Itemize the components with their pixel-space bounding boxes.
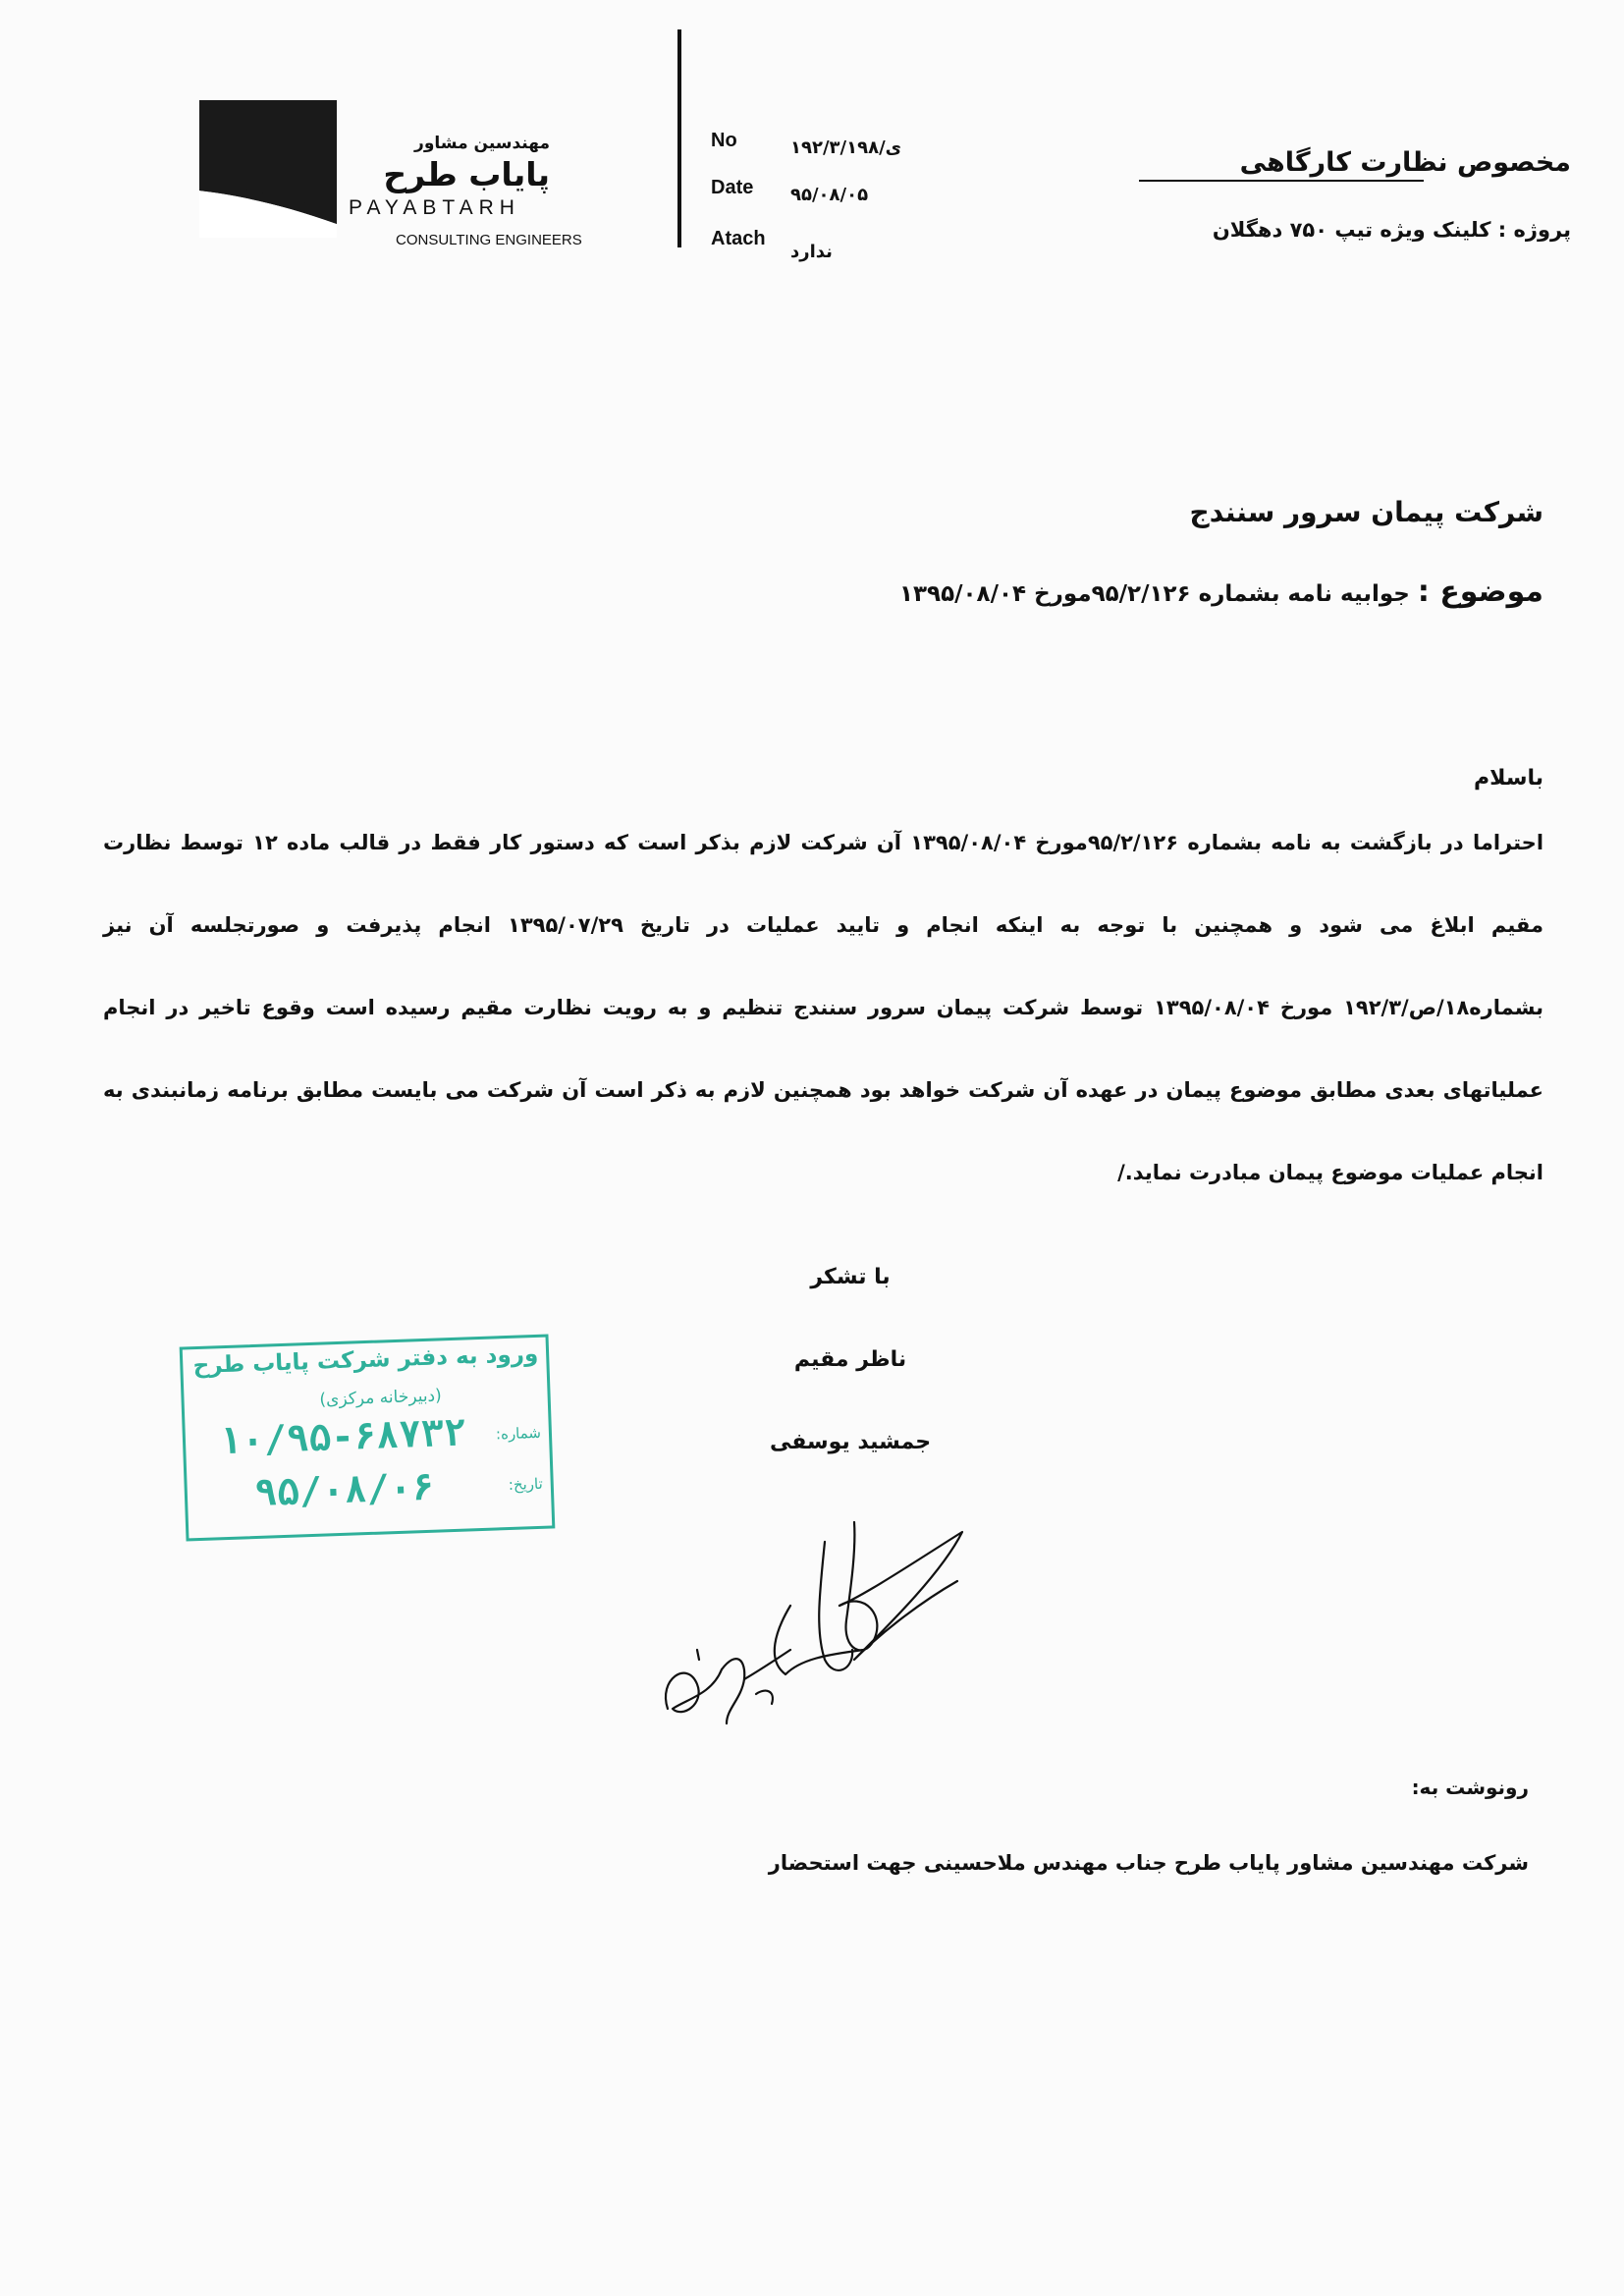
logo-graphic-icon — [199, 100, 337, 238]
meta-attach-value: ندارد — [790, 242, 833, 262]
subject-label: موضوع : — [1417, 574, 1543, 609]
cc-recipients: شرکت مهندسین مشاور پایاب طرح جناب مهندس ملاحسینی جهت استحضار — [768, 1851, 1529, 1875]
body-line: عملیاتهای بعدی مطابق موضوع پیمان در عهده آن شرکت خواهد بود همچنین لازم به ذکر است آن شرکت می بایست مطابق برنامه زمانبندی به — [103, 1078, 1543, 1102]
meta-date-value: ۹۵/۰۸/۰۵ — [790, 185, 869, 205]
body-line: بشماره۱۸/ص/۱۹۲/۳ مورخ ۱۳۹۵/۰۸/۰۴ توسط شرکت پیمان سرور سنندج تنظیم و به رویت نظارت مقیم رسیده است وقوع تاخیر در انجام — [103, 996, 1543, 1019]
page-title: مخصوص نظارت کارگاهی — [1239, 147, 1571, 178]
project-line: پروژه : کلینک ویژه تیپ ۷۵۰ دهگلان — [1212, 218, 1571, 242]
stamp-date-value: ۹۵/۰۸/۰۶ — [253, 1464, 436, 1515]
title-underline — [1139, 180, 1424, 182]
subject-line — [687, 574, 1543, 609]
logo-text-small: مهندسین مشاور — [414, 134, 550, 153]
company-logo-mark — [199, 100, 337, 238]
receipt-stamp — [180, 1334, 556, 1541]
stamp-subtitle: (دبیرخانه مرکزی) — [319, 1386, 443, 1410]
header-divider — [677, 29, 681, 247]
subject-text: جوابیه نامه بشماره ۹۵/۲/۱۲۶مورخ ۱۳۹۵/۰۸/۰۴ — [898, 581, 1410, 607]
stamp-number-label: شماره: — [495, 1423, 542, 1444]
logo-text-large: پایاب طرح — [383, 155, 550, 193]
meta-attach-label: Atach — [711, 228, 766, 249]
stamp-date-label: تاریخ: — [508, 1474, 544, 1495]
body-line: احتراما در بازگشت به نامه بشماره ۹۵/۲/۱۲۶مورخ ۱۳۹۵/۰۸/۰۴ آن شرکت لازم بذکر است که دستور کار فقط در قالب ماده ۱۲ توسط نظارت — [103, 831, 1544, 854]
stamp-number-value: ۱۰/۹۵-۶۸۷۳۲ — [218, 1410, 467, 1463]
meta-date-label: Date — [711, 177, 754, 198]
closing: با تشکر — [810, 1265, 891, 1289]
recipient: شرکت پیمان سرور سنندج — [1189, 496, 1543, 528]
stamp-title: ورود به دفتر شرکت پایاب طرح — [192, 1340, 539, 1380]
meta-no-value: ۱۹۲/۳/ی/۱۹۸ — [790, 137, 902, 158]
signer-name: جمشید یوسفی — [769, 1430, 932, 1454]
greeting: باسلام — [1474, 766, 1543, 791]
cc-label: رونوشت به: — [1411, 1776, 1529, 1799]
body-line: مقیم ابلاغ می شود و همچنین با توجه به اینکه انجام و تایید عملیات در تاریخ ۱۳۹۵/۰۷/۲۹ انجام پذیرفت و صورتجلسه آن نیز — [103, 913, 1544, 937]
signer-title: ناظر مقیم — [793, 1347, 907, 1372]
logo-subtitle: CONSULTING ENGINEERS — [396, 232, 582, 248]
handwritten-signature — [628, 1512, 982, 1738]
meta-no-label: No — [711, 130, 737, 151]
letter-body — [103, 823, 1543, 1235]
logo-text-en: PAYABTARH — [349, 196, 520, 219]
body-line: انجام عملیات موضوع پیمان مبادرت نماید./ — [1117, 1161, 1543, 1184]
